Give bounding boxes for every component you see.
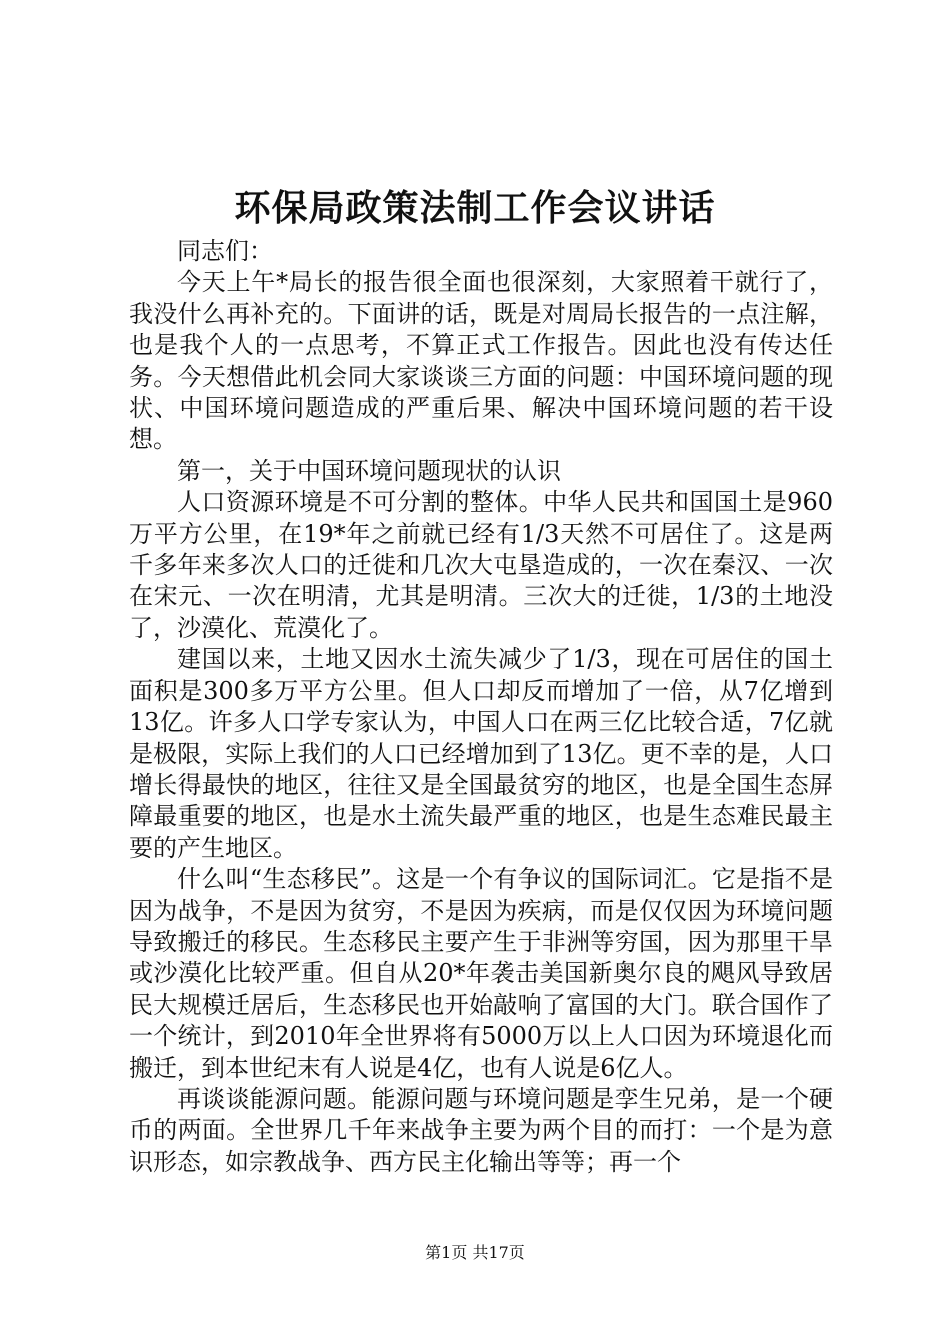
paragraph: 今天上午*局长的报告很全面也很深刻，大家照着干就行了，我没什么再补充的。下面讲的话，既是对周局长报告的一点注解，也是我个人的一点思考，不算正式工作报告。因此也没有传达任务。今天想借此机会同大家谈谈三方面的问题：中国环境问题的现状、中国环境问题造成的严重后果、解决中国环境问题的若干设想。: [129, 268, 833, 454]
paragraph: 再谈谈能源问题。能源问题与环境问题是孪生兄弟，是一个硬币的两面。全世界几千年来战争主要为两个目的而打：一个是为意识形态，如宗教战争、西方民主化输出等等；再一个: [129, 1084, 833, 1176]
section-heading: 第一，关于中国环境问题现状的认识: [177, 456, 561, 485]
page-number-footer: 第1页 共17页: [425, 1243, 525, 1262]
paragraph-salutation: 同志们：: [177, 237, 273, 265]
paragraph: 建国以来，土地又因水土流失减少了1/3，现在可居住的国土面积是300多万平方公里。但人口却反而增加了一倍，从7亿增到13亿。许多人口学专家认为，中国人口在两三亿比较合适，7亿就是极限，实际上我们的人口已经增加到了13亿。更不幸的是，人口增长得最快的地区，往往又是全国最贫穷的地区，也是全国生态屏障最重要的地区，也是水土流失最严重的地区，也是生态难民最主要的产生地区。: [129, 645, 833, 862]
document-body: [129, 236, 833, 1178]
document-title: 环保局政策法制工作会议讲话: [234, 187, 716, 229]
paragraph: 什么叫“生态移民”。这是一个有争议的国际词汇。它是指不是因为战争，不是因为贫穷，不是因为疾病，而是仅仅因为环境问题导致搬迁的移民。生态移民主要产生于非洲等穷国，因为那里干旱或沙漠化比较严重。但自从20*年袭击美国新奥尔良的飓风导致居民大规模迁居后，生态移民也开始敲响了富国的大门。联合国作了一个统计，到2010年全世界将有5000万以上人口因为环境退化而搬迁，到本世纪末有人说是4亿，也有人说是6亿人。: [129, 865, 833, 1082]
paragraph: 人口资源环境是不可分割的整体。中华人民共和国国土是960万平方公里，在19*年之前就已经有1/3天然不可居住了。这是两千多年来多次人口的迁徙和几次大屯垦造成的，一次在秦汉、一次在宋元、一次在明清，尤其是明清。三次大的迁徙，1/3的土地没了，沙漠化、荒漠化了。: [129, 488, 833, 642]
